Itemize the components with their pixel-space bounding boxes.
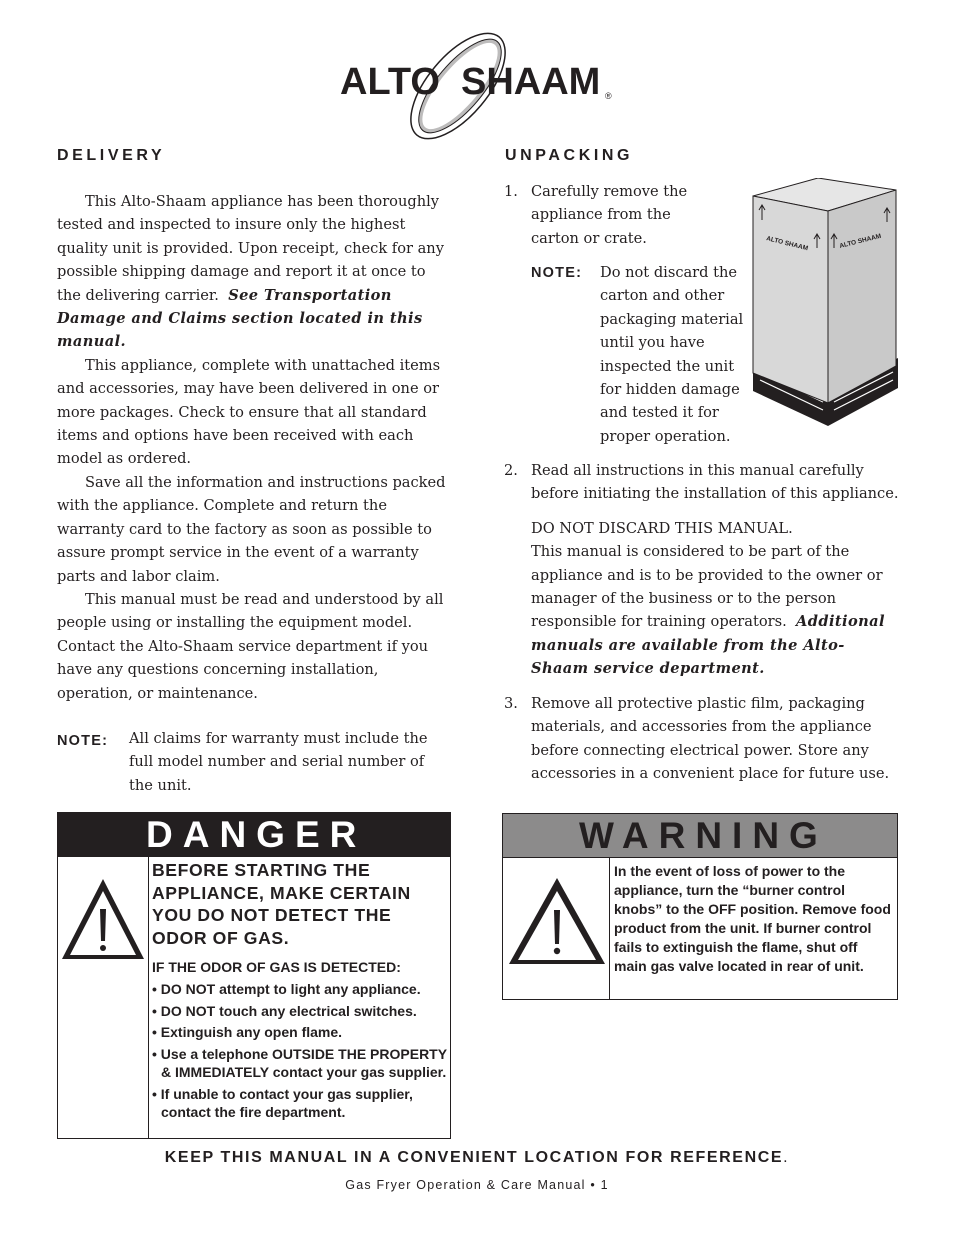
footer-page-label: Gas Fryer Operation & Care Manual • 1: [345, 1178, 609, 1192]
danger-icon-cell: [58, 857, 149, 1138]
unpacking-item-1-number: 1.: [504, 183, 518, 200]
unpacking-item-2-text: Read all instructions in this manual carefully before initiating the installation of this appliance.: [531, 462, 899, 503]
delivery-note-label: NOTE:: [57, 733, 109, 749]
delivery-note-text: All claims for warranty must include the full model number and serial number of the unit.: [129, 730, 428, 794]
logo-left-text: ALTO: [340, 61, 440, 103]
delivery-paragraph-1: [57, 190, 451, 354]
danger-bullet: • DO NOT attempt to light any appliance.: [152, 980, 421, 997]
unpacking-item-2-more: [531, 540, 899, 680]
alto-shaam-logo: [338, 30, 618, 140]
shipping-crate-illustration: [748, 178, 903, 426]
delivery-heading: DELIVERY: [57, 147, 166, 164]
danger-bullet: • Extinguish any open flame.: [152, 1024, 343, 1041]
delivery-paragraph-2: This appliance, complete with unattached items and accessories, may have been delivered in one or more packages. Check to ensure that all standard items and options have been received with each model as ordered.: [57, 356, 441, 468]
unpacking-item-2-caps: DO NOT DISCARD THIS MANUAL.: [531, 519, 793, 537]
unpacking-item-3-number: 3.: [504, 695, 518, 712]
warning-heading: WARNING: [503, 814, 897, 858]
delivery-paragraph-4: This manual must be read and understood by all people using or installing the equipment model. Contact the Alto-Shaam service department if you have any questions concerning installation, operation, or maintenance.: [57, 590, 444, 702]
delivery-p1-emphasis: See Transportation Damage and Claims section located in this manual.: [57, 286, 423, 351]
warning-box: [502, 813, 898, 1000]
footer-keep-text: KEEP THIS MANUAL IN A CONVENIENT LOCATION FOR REFERENCE: [164, 1149, 784, 1166]
danger-bullet: • DO NOT touch any electrical switches.: [152, 1002, 417, 1019]
danger-subhead: IF THE ODOR OF GAS IS DETECTED:: [152, 959, 401, 975]
unpacking-note-text: Do not discard the carton and other packaging material until you have inspected the unit for hidden damage and tested it for proper operation.: [600, 264, 744, 445]
delivery-paragraph-3: Save all the information and instructions packed with the appliance. Complete and return the warranty card to the factory as soon as possible to assure prompt service in the event of a warranty parts and labor claim.: [57, 473, 446, 585]
delivery-body: [57, 190, 451, 705]
warning-triangle-icon: [58, 865, 149, 985]
footer-keep-notice: [0, 1149, 954, 1167]
warning-icon-cell: [503, 858, 610, 999]
unpacking-heading: UNPACKING: [505, 147, 634, 164]
danger-bullet: • Use a telephone OUTSIDE THE PROPERTY & IMMEDIATELY contact your gas supplier.: [152, 1046, 447, 1081]
unpacking-item-2-emphasis: Additional manuals are available from the Alto-Shaam service department.: [531, 613, 885, 678]
unpacking-item-2: [531, 459, 899, 681]
warning-triangle-icon: [503, 858, 610, 999]
logo-right-text: SHAAM: [461, 61, 601, 103]
unpacking-item-2-more-text: This manual is considered to be part of the appliance and is to be provided to the owner or manager of the business or to the person responsible for training operators.: [531, 543, 883, 631]
footer-keep-period: .: [783, 1149, 790, 1166]
unpacking-item-3-text: Remove all protective plastic film, packaging materials, and accessories from the appliance before connecting electrical power. Store any accessories in a convenient place for future use.: [531, 695, 890, 783]
delivery-p1-text: This Alto-Shaam appliance has been thoroughly tested and inspected to insure only the highest quality unit is provided. Upon receipt, check for any possible shipping damage and report it at once to the delivering carrier.: [57, 193, 444, 304]
delivery-note: [57, 727, 451, 797]
logo-graphic: [338, 30, 618, 140]
danger-heading: DANGER: [58, 813, 450, 857]
crate-label-right: ALTO SHAAM: [838, 232, 882, 250]
danger-content: [152, 859, 450, 1121]
danger-title: BEFORE STARTING THE APPLIANCE, MAKE CERTAIN YOU DO NOT DETECT THE ODOR OF GAS.: [152, 860, 411, 948]
danger-box: [57, 812, 451, 1139]
crate-label-left: ALTO SHAAM: [765, 235, 809, 253]
danger-bullet: • If unable to contact your gas supplier, contact the fire department.: [152, 1085, 413, 1120]
unpacking-note-label: NOTE:: [531, 265, 583, 281]
unpacking-item-2-number: 2.: [504, 462, 518, 479]
unpacking-item-1-text: Carefully remove the appliance from the carton or crate.: [531, 183, 688, 247]
registered-mark: ®: [605, 91, 612, 101]
warning-text: In the event of loss of power to the appliance, turn the “burner control knobs” to the OFF position. Remove food product from the unit. If burner control fails to extinguish the flame, shut off main gas valve located in rear of unit.: [614, 863, 891, 974]
